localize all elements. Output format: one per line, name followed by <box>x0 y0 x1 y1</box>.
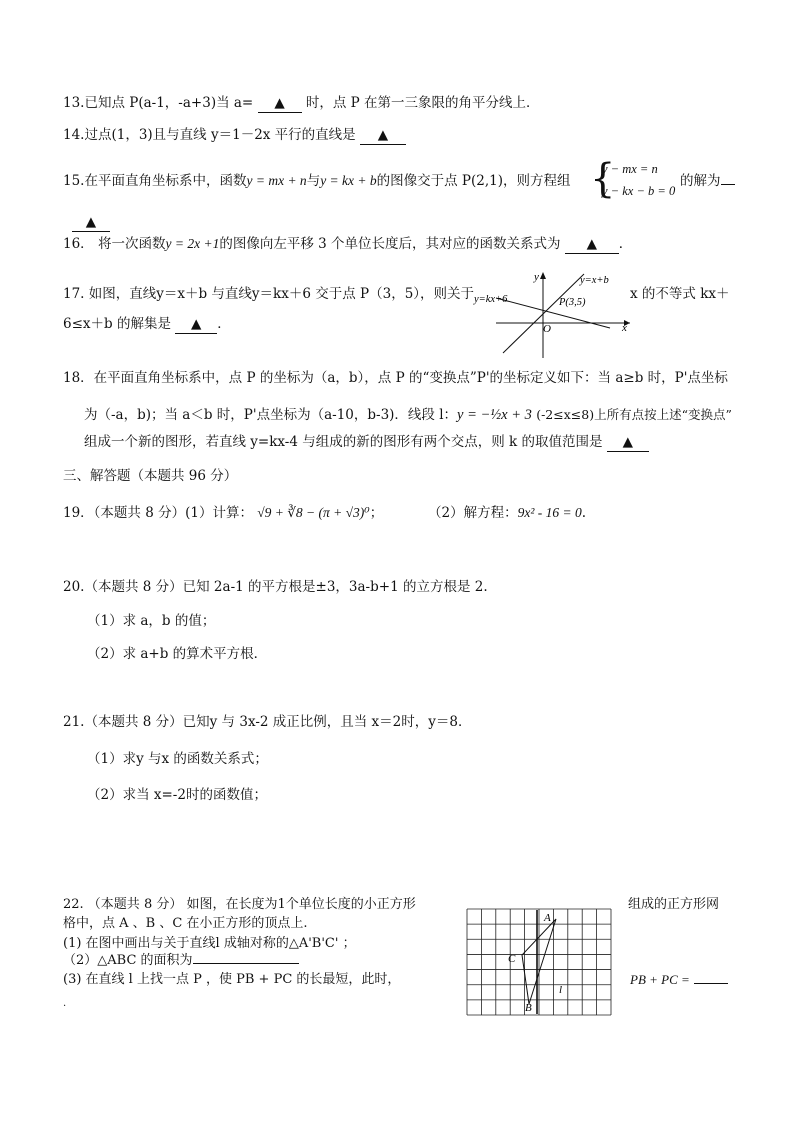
y-axis-arrow <box>540 272 546 279</box>
answer-blank[interactable]: ▲ <box>258 94 302 113</box>
equation: 9x² - 16 = 0 <box>517 505 582 520</box>
point-p-label: P(3,5) <box>559 297 586 308</box>
question-18-line3: 组成一个新的图形，若直线 y=kx-4 与组成的新的图形有两个交点，则 k 的取值范围是 ▲ <box>84 433 649 452</box>
label-c: C <box>508 953 516 965</box>
question-13: 13.已知点 P(a-1，-a+3)当 a= ▲ 时，点 P 在第一三象限的角平分线上． <box>63 95 540 111</box>
function-2: y = kx + b <box>320 173 377 188</box>
origin-label: O <box>543 323 551 335</box>
question-15-tail: 的解为 <box>680 172 735 190</box>
answer-blank[interactable]: ▲ <box>360 126 406 145</box>
sum-blank[interactable] <box>694 983 728 984</box>
label-l: l <box>559 984 563 996</box>
question-21-part1: （1）求y 与x 的函数关系式； <box>87 751 268 767</box>
function: y = 2x +1 <box>165 236 220 251</box>
question-22-part3-answer: PB + PC = <box>630 971 728 990</box>
brace: { <box>590 156 616 202</box>
question-16: 16． 将一次函数y = 2x +1的图像向左平移 3 个单位长度后，其对应的函数关系式为 ▲ ． <box>63 236 633 252</box>
question-17-line1: 17. 如图，直线y＝x＋b 与直线y＝kx＋6 交于点 P（3，5），则关于 <box>63 286 475 302</box>
label-a: A <box>544 912 551 924</box>
question-22-line2: 格中，点 A 、B 、C 在小正方形的顶点上. <box>63 916 308 931</box>
question-22-part1: (1) 在图中画出与关于直线l 成轴对称的△A'B'C' ； <box>63 936 356 951</box>
question-18-line2: 为（-a，b)；当 a＜b 时，P'点坐标为（a-10，b-3)．线段 l：y = −½x + 3 (-2≤x≤8)上所有点按上述“变换点” <box>84 407 732 423</box>
question-20: 20.（本题共 8 分）已知 2a-1 的平方根是±3，3a-b+1 的立方根是 2. <box>63 579 488 595</box>
question-22-line1b: 组成的正方形网 <box>628 897 720 912</box>
question-22-part3: (3) 在直线 l 上找一点 P ，使 PB + PC 的长最短，此时， <box>63 972 401 987</box>
stray-dot: . <box>63 998 67 1009</box>
question-21-part2: （2）求当 x=-2时的函数值； <box>87 787 267 803</box>
question-20-part2: （2）求 a+b 的算术平方根． <box>87 646 268 662</box>
answer-blank[interactable]: ▲ <box>607 433 649 452</box>
question-18-line1: 18．在平面直角坐标系中，点 P 的坐标为（a，b），点 P 的“变换点”P'的坐标定义如下：当 a≥b 时，P'点坐标 <box>63 370 728 386</box>
function-1: y = mx + n <box>246 173 307 188</box>
equation-1: y − mx = n <box>602 162 658 176</box>
segment-formula: y = −½x + 3 <box>457 407 532 423</box>
label-b: B <box>525 1002 532 1014</box>
question-14: 14.过点(1，3)且与直线 y＝1－2x 平行的直线是 ▲ <box>63 126 406 145</box>
q22-grid <box>465 907 613 1017</box>
question-19: 19．（本题共 8 分）(1）计算： √9 + ∛8 − (π + √3)⁰； <box>63 505 384 521</box>
answer-blank[interactable]: ▲ <box>565 235 619 254</box>
equation-2: y − kx − b = 0 <box>602 184 676 198</box>
expression: √9 + ∛8 − (π + √3)⁰ <box>257 505 370 520</box>
question-17-line2: 6≤x＋b 的解集是 ▲ ． <box>63 316 231 332</box>
line2-label: y=kx+6 <box>474 294 508 305</box>
question-17-line1b: x 的不等式 kx＋ <box>630 286 730 302</box>
answer-blank[interactable]: ▲ <box>72 213 110 232</box>
line1-label: y=x+b <box>580 275 609 286</box>
question-22-line1: 22. （本题共 8 分） 如图，在长度为1个单位长度的小正方形 <box>63 897 416 912</box>
question-21: 21.（本题共 8 分）已知y 与 3x-2 成正比例，且当 x＝2时，y＝8． <box>63 714 472 730</box>
question-20-part1: （1）求 a，b 的值； <box>87 613 216 629</box>
section-heading: 三、解答题（本题共 96 分） <box>63 468 238 484</box>
area-blank[interactable] <box>193 963 299 964</box>
q17-graph <box>470 268 635 360</box>
question-22-part2: （2）△ABC 的面积为 <box>63 952 299 970</box>
answer-blank[interactable]: ▲ <box>175 315 217 334</box>
question-15: 15.在平面直角坐标系中，函数y = mx + n与y = kx + b的图像交于点 P(2,1)，则方程组 <box>63 173 571 189</box>
x-label: x <box>622 322 627 334</box>
question-15-answer <box>72 213 110 232</box>
equation-system <box>590 156 690 202</box>
grid-lines <box>467 909 611 1015</box>
y-label: y <box>534 271 539 283</box>
question-19-part2: （2）解方程：9x² - 16 = 0. <box>428 505 587 521</box>
